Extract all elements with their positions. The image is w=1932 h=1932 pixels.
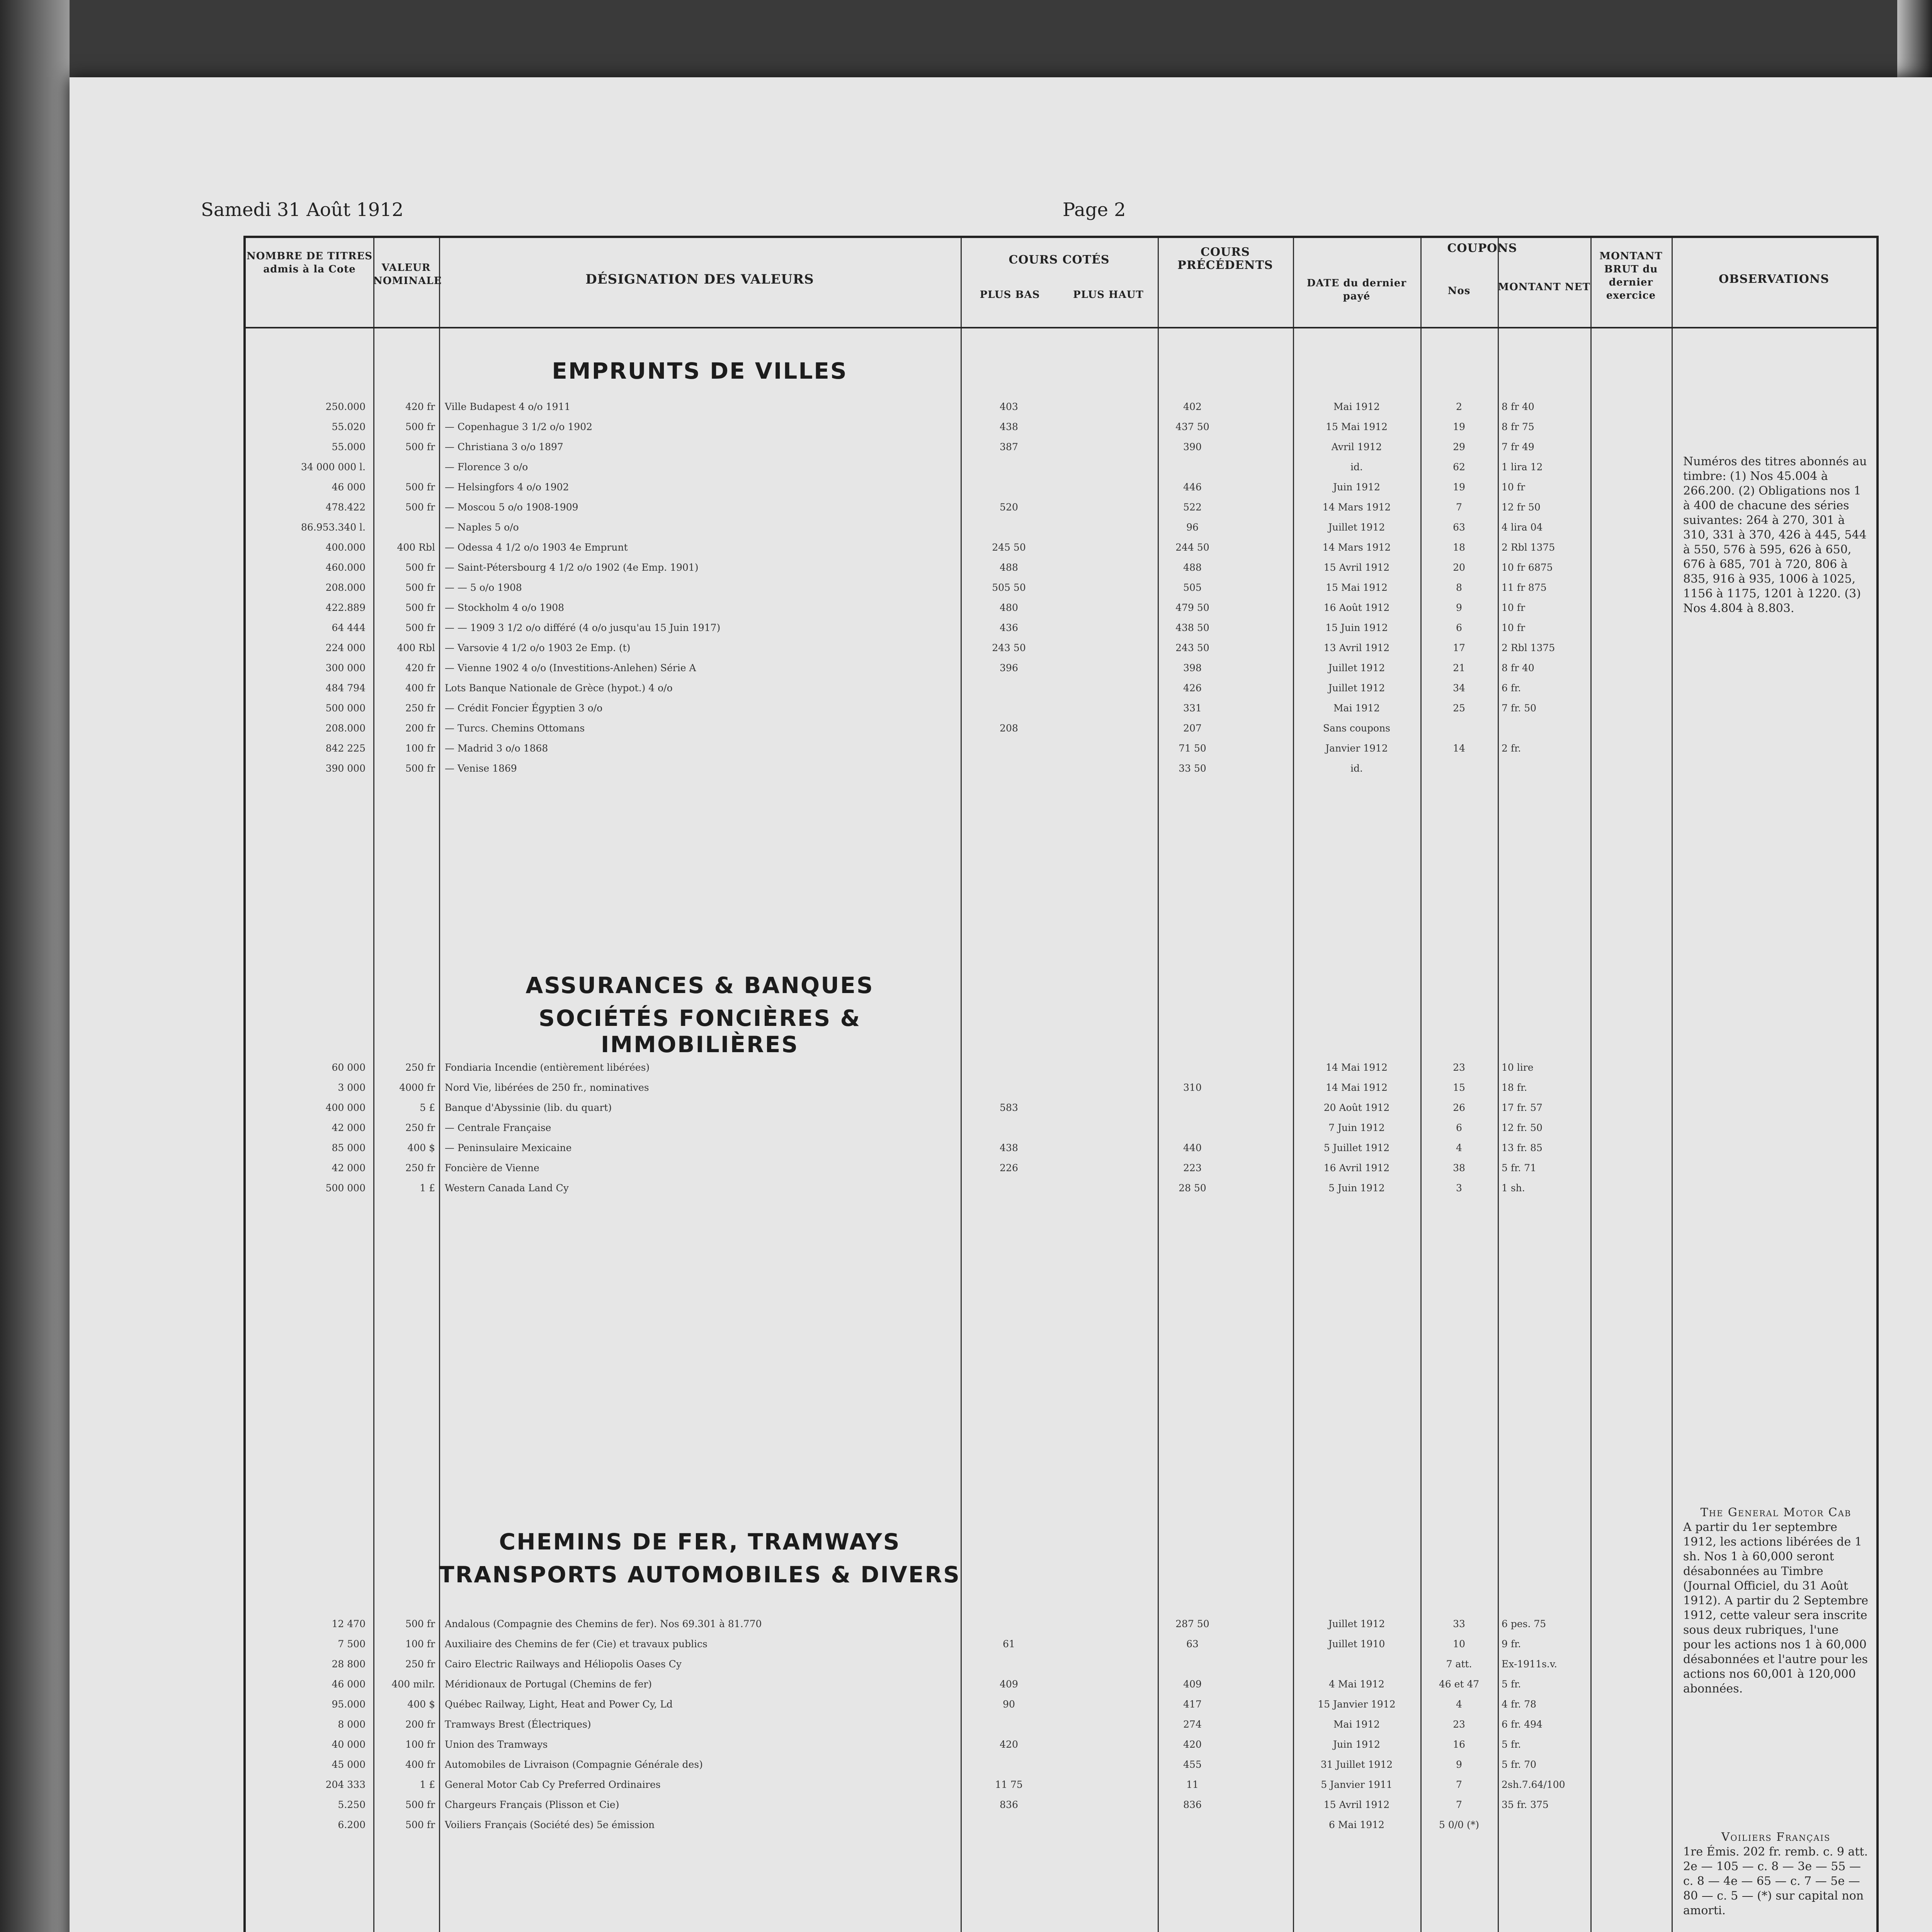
table-cell-date: 16 Août 1912 xyxy=(1323,602,1390,613)
table-cell-n: 86.953.340 l. xyxy=(301,522,366,533)
page-number: Page 2 xyxy=(1063,199,1126,221)
table-cell-d: — Saint-Pétersbourg 4 1/2 o/o 1902 (4e Emp. 1901) xyxy=(445,562,699,573)
col-header-designation: DÉSIGNATION DES VALEURS xyxy=(585,272,814,287)
table-cell-n: 42 000 xyxy=(332,1122,366,1133)
table-cell-pb: 274 xyxy=(1183,1719,1202,1730)
table-cell-n: 478.422 xyxy=(325,502,366,513)
quotation-table xyxy=(243,236,1879,1932)
table-cell-bas: 396 xyxy=(1000,662,1018,673)
table-cell-net: Ex-1911s.v. xyxy=(1502,1658,1557,1670)
table-cell-bas: 245 50 xyxy=(992,542,1026,553)
table-cell-n: 300 000 xyxy=(325,662,366,673)
table-cell-d: Québec Railway, Light, Heat and Power Cy, Ld xyxy=(445,1699,673,1710)
table-cell-no: 21 xyxy=(1453,662,1465,673)
table-cell-no: 29 xyxy=(1453,441,1465,452)
table-cell-pb: 207 xyxy=(1183,723,1202,734)
table-cell-net: 11 fr 875 xyxy=(1502,582,1547,593)
table-cell-bas: 420 xyxy=(1000,1739,1018,1750)
table-cell-net: 6 fr. xyxy=(1502,682,1521,694)
table-cell-no: 16 xyxy=(1453,1739,1465,1750)
table-cell-v: 200 fr xyxy=(405,1719,435,1730)
table-cell-net: 2 Rbl 1375 xyxy=(1502,642,1555,653)
table-cell-bas: 226 xyxy=(1000,1162,1018,1173)
table-cell-bas: 438 xyxy=(1000,421,1018,432)
table-cell-no: 20 xyxy=(1453,562,1465,573)
observation-text: Numéros des titres abonnés au timbre: (1) Nos 45.004 à 266.200. (2) Obligations nos 1 à 400 de chacune des séries suivantes: 264 à 270, 301 à 310, 331 à 370, 426 à 445, 544 à 550, 576 à 595, 626 à 650, 676 à 685, 701 à 720, 806 à 835, 916 à 935, 1006 à 1025, 1156 à 1175, 1201 à 1220. (3) Nos 4.804 à 8.803. xyxy=(1683,455,1867,615)
observation-title: Voiliers Français xyxy=(1721,1830,1831,1844)
table-cell-no: 33 xyxy=(1453,1618,1465,1629)
table-cell-date: Juillet 1912 xyxy=(1328,682,1385,694)
table-cell-net: 1 lira 12 xyxy=(1502,461,1543,473)
table-cell-net: 10 fr xyxy=(1502,602,1525,613)
col-header-observations: OBSERVATIONS xyxy=(1718,272,1830,286)
table-cell-bas: 243 50 xyxy=(992,642,1026,653)
table-cell-date: Mai 1912 xyxy=(1333,1719,1380,1730)
table-cell-v: 400 $ xyxy=(407,1699,435,1710)
table-cell-date: 5 Janvier 1911 xyxy=(1321,1779,1393,1790)
table-cell-bas: 11 75 xyxy=(995,1779,1023,1790)
table-cell-d: — — 5 o/o 1908 xyxy=(445,582,522,593)
table-cell-date: 20 Août 1912 xyxy=(1323,1102,1390,1113)
table-cell-d: Nord Vie, libérées de 250 fr., nominatives xyxy=(445,1082,649,1093)
table-cell-date: Juin 1912 xyxy=(1333,481,1380,493)
col-header-montant-brut: MONTANT BRUT du dernier exercice xyxy=(1599,250,1663,301)
table-cell-date: Avril 1912 xyxy=(1331,441,1382,452)
table-cell-d: Ville Budapest 4 o/o 1911 xyxy=(445,401,571,412)
table-cell-no: 18 xyxy=(1453,542,1465,553)
col-header-plus-bas: PLUS BAS xyxy=(980,289,1040,301)
table-cell-n: 400.000 xyxy=(325,542,366,553)
table-cell-bas: 409 xyxy=(1000,1679,1018,1690)
table-cell-date: 15 Avril 1912 xyxy=(1323,1799,1390,1810)
table-cell-v: 500 fr xyxy=(405,763,435,774)
table-cell-n: 28 800 xyxy=(332,1658,366,1670)
table-cell-no: 19 xyxy=(1453,481,1465,493)
table-cell-d: — Florence 3 o/o xyxy=(445,461,528,473)
table-cell-pb: 390 xyxy=(1183,441,1202,452)
table-cell-d: Andalous (Compagnie des Chemins de fer). Nos 69.301 à 81.770 xyxy=(445,1618,762,1629)
table-cell-v: 500 fr xyxy=(405,562,435,573)
table-cell-d: Lots Banque Nationale de Grèce (hypot.) 4 o/o xyxy=(445,682,673,694)
observation-note xyxy=(1683,1830,1869,1918)
table-cell-net: 5 fr. xyxy=(1502,1739,1521,1750)
table-cell-net: 4 fr. 78 xyxy=(1502,1699,1537,1710)
table-cell-v: 500 fr xyxy=(405,602,435,613)
table-cell-bas: 90 xyxy=(1003,1699,1015,1710)
table-cell-no: 7 xyxy=(1456,502,1462,513)
table-cell-date: 14 Mai 1912 xyxy=(1326,1062,1388,1073)
table-cell-bas: 488 xyxy=(1000,562,1018,573)
book-gutter-shadow xyxy=(0,0,70,1932)
table-cell-d: — — 1909 3 1/2 o/o différé (4 o/o jusqu'au 15 Juin 1917) xyxy=(445,622,721,633)
table-cell-pb: 287 50 xyxy=(1175,1618,1209,1629)
table-cell-d: Tramways Brest (Électriques) xyxy=(445,1719,591,1730)
table-cell-v: 400 Rbl xyxy=(397,542,435,553)
table-cell-d: — Turcs. Chemins Ottomans xyxy=(445,723,585,734)
table-cell-v: 400 Rbl xyxy=(397,642,435,653)
table-cell-date: 15 Mai 1912 xyxy=(1326,421,1388,432)
table-cell-net: 35 fr. 375 xyxy=(1502,1799,1549,1810)
table-cell-net: 2sh.7.64/100 xyxy=(1502,1779,1565,1790)
table-cell-pb: 28 50 xyxy=(1179,1182,1206,1194)
col-header-nombre: NOMBRE DE TITRES admis à la Cote xyxy=(246,250,373,275)
table-cell-pb: 243 50 xyxy=(1175,642,1209,653)
observation-note xyxy=(1683,454,1869,616)
table-cell-v: 500 fr xyxy=(405,441,435,452)
table-cell-n: 40 000 xyxy=(332,1739,366,1750)
table-cell-v: 500 fr xyxy=(405,421,435,432)
table-cell-no: 14 xyxy=(1453,743,1465,754)
section-title: CHEMINS DE FER, TRAMWAYS xyxy=(499,1529,901,1555)
table-cell-d: — Crédit Foncier Égyptien 3 o/o xyxy=(445,702,603,714)
table-cell-d: — Moscou 5 o/o 1908-1909 xyxy=(445,502,578,513)
table-cell-v: 500 fr xyxy=(405,1799,435,1810)
table-cell-net: 5 fr. 71 xyxy=(1502,1162,1537,1173)
table-cell-date: 16 Avril 1912 xyxy=(1323,1162,1390,1173)
table-cell-date: 7 Juin 1912 xyxy=(1328,1122,1385,1133)
table-cell-bas: 836 xyxy=(1000,1799,1018,1810)
table-cell-no: 2 xyxy=(1456,401,1462,412)
table-cell-v: 4000 fr xyxy=(399,1082,435,1093)
table-cell-net: 12 fr 50 xyxy=(1502,502,1541,513)
table-cell-n: 842 225 xyxy=(325,743,366,754)
page-header xyxy=(201,199,1862,226)
table-cell-n: 55.000 xyxy=(332,441,366,452)
table-cell-pb: 440 xyxy=(1183,1142,1202,1153)
table-cell-v: 500 fr xyxy=(405,481,435,493)
observation-text: 1re Émis. 202 fr. remb. c. 9 att. 2e — 105 — c. 8 — 3e — 55 — c. 8 — 4e — 65 — c. 7 — 5e — 80 — c. 5 — (*) sur capital non amorti. xyxy=(1683,1845,1868,1917)
table-cell-d: Auxiliaire des Chemins de fer (Cie) et travaux publics xyxy=(445,1638,707,1650)
table-cell-d: — Stockholm 4 o/o 1908 xyxy=(445,602,565,613)
table-cell-pb: 446 xyxy=(1183,481,1202,493)
table-cell-pb: 33 50 xyxy=(1179,763,1206,774)
table-cell-v: 5 £ xyxy=(420,1102,435,1113)
table-cell-net: 9 fr. xyxy=(1502,1638,1521,1650)
table-cell-date: Sans coupons xyxy=(1323,723,1391,734)
table-cell-date: 6 Mai 1912 xyxy=(1329,1819,1384,1830)
table-cell-n: 3 000 xyxy=(338,1082,366,1093)
table-cell-no: 9 xyxy=(1456,602,1462,613)
table-cell-no: 6 xyxy=(1456,622,1462,633)
table-cell-n: 204 333 xyxy=(325,1779,366,1790)
table-cell-net: 7 fr. 50 xyxy=(1502,702,1537,714)
table-cell-net: 2 fr. xyxy=(1502,743,1521,754)
table-cell-date: Juillet 1912 xyxy=(1328,522,1385,533)
table-cell-date: 13 Avril 1912 xyxy=(1323,642,1390,653)
table-cell-date: Juillet 1910 xyxy=(1328,1638,1385,1650)
table-cell-n: 64 444 xyxy=(332,622,366,633)
table-cell-bas: 438 xyxy=(1000,1142,1018,1153)
table-cell-n: 95.000 xyxy=(332,1699,366,1710)
table-cell-v: 1 £ xyxy=(420,1779,435,1790)
table-cell-pb: 505 xyxy=(1183,582,1202,593)
page-date: Samedi 31 Août 1912 xyxy=(201,199,404,221)
table-cell-pb: 96 xyxy=(1186,522,1199,533)
table-cell-net: 10 fr 6875 xyxy=(1502,562,1553,573)
table-cell-date: Juillet 1912 xyxy=(1328,662,1385,673)
table-cell-v: 1 £ xyxy=(420,1182,435,1194)
table-cell-pb: 488 xyxy=(1183,562,1202,573)
table-cell-n: 45 000 xyxy=(332,1759,366,1770)
table-cell-date: Juin 1912 xyxy=(1333,1739,1380,1750)
table-cell-net: 1 sh. xyxy=(1502,1182,1525,1194)
table-cell-d: Automobiles de Livraison (Compagnie Générale des) xyxy=(445,1759,703,1770)
table-cell-net: 17 fr. 57 xyxy=(1502,1102,1543,1113)
table-cell-date: id. xyxy=(1350,461,1363,473)
table-cell-d: — Helsingfors 4 o/o 1902 xyxy=(445,481,569,493)
table-cell-v: 500 fr xyxy=(405,1819,435,1830)
table-cell-n: 208.000 xyxy=(325,582,366,593)
table-cell-pb: 11 xyxy=(1186,1779,1199,1790)
col-header-cours-cotes: COURS COTÉS xyxy=(1009,253,1110,267)
table-cell-net: 13 fr. 85 xyxy=(1502,1142,1543,1153)
table-cell-net: 18 fr. xyxy=(1502,1082,1527,1093)
table-cell-no: 34 xyxy=(1453,682,1465,694)
table-cell-date: 15 Juin 1912 xyxy=(1325,622,1388,633)
table-cell-d: — Christiana 3 o/o 1897 xyxy=(445,441,563,452)
table-cell-pb: 331 xyxy=(1183,702,1202,714)
table-cell-n: 6.200 xyxy=(338,1819,366,1830)
table-cell-bas: 480 xyxy=(1000,602,1018,613)
table-cell-bas: 583 xyxy=(1000,1102,1018,1113)
col-header-coupons: COUPONS xyxy=(1447,242,1517,255)
table-cell-v: 400 fr xyxy=(405,682,435,694)
table-cell-date: 5 Juin 1912 xyxy=(1328,1182,1385,1194)
table-cell-pb: 438 50 xyxy=(1175,622,1209,633)
section-title: EMPRUNTS DE VILLES xyxy=(552,358,848,384)
table-cell-v: 200 fr xyxy=(405,723,435,734)
table-cell-date: 14 Mars 1912 xyxy=(1322,542,1391,553)
table-cell-v: 100 fr xyxy=(405,1739,435,1750)
table-cell-n: 46 000 xyxy=(332,481,366,493)
table-cell-net: 8 fr 40 xyxy=(1502,401,1534,412)
table-cell-n: 7 500 xyxy=(338,1638,366,1650)
table-cell-n: 500 000 xyxy=(325,702,366,714)
table-cell-v: 420 fr xyxy=(405,662,435,673)
table-cell-pb: 455 xyxy=(1183,1759,1202,1770)
col-header-valeur: VALEUR NOMINALE xyxy=(373,262,442,287)
table-cell-bas: 520 xyxy=(1000,502,1018,513)
table-cell-no: 26 xyxy=(1453,1102,1465,1113)
table-cell-n: 8 000 xyxy=(338,1719,366,1730)
table-cell-v: 250 fr xyxy=(405,1062,435,1073)
table-cell-no: 9 xyxy=(1456,1759,1462,1770)
table-cell-v: 400 milr. xyxy=(391,1679,435,1690)
table-cell-d: — Vienne 1902 4 o/o (Investitions-Anlehen) Série A xyxy=(445,662,696,673)
table-cell-d: Union des Tramways xyxy=(445,1739,548,1750)
table-cell-d: — Odessa 4 1/2 o/o 1903 4e Emprunt xyxy=(445,542,628,553)
table-cell-n: 484 794 xyxy=(325,682,366,694)
table-cell-date: Janvier 1912 xyxy=(1325,743,1388,754)
table-cell-n: 5.250 xyxy=(338,1799,366,1810)
table-cell-no: 17 xyxy=(1453,642,1465,653)
table-cell-net: 8 fr 75 xyxy=(1502,421,1534,432)
table-cell-v: 500 fr xyxy=(405,582,435,593)
table-cell-no: 4 xyxy=(1456,1142,1462,1153)
observation-text: A partir du 1er septembre 1912, les actions libérées de 1 sh. Nos 1 à 60,000 seront désabonnées au Timbre (Journal Officiel, du 31 Août 1912). A partir du 2 Septembre 1912, cette valeur sera inscrite sous deux rubriques, l'une pour les actions nos 1 à 60,000 désabonnées et l'autre pour les actions nos 60,001 à 120,000 abonnées. xyxy=(1683,1520,1869,1696)
table-cell-d: — Peninsulaire Mexicaine xyxy=(445,1142,572,1153)
table-cell-no: 5 0/0 (*) xyxy=(1439,1819,1480,1830)
table-cell-pb: 420 xyxy=(1183,1739,1202,1750)
col-header-cours-precedents: COURS PRÉCÉDENTS xyxy=(1177,245,1273,272)
table-cell-d: — Varsovie 4 1/2 o/o 1903 2e Emp. (t) xyxy=(445,642,631,653)
table-cell-net: 10 fr xyxy=(1502,481,1525,493)
table-cell-v: 100 fr xyxy=(405,1638,435,1650)
table-cell-pb: 479 50 xyxy=(1175,602,1209,613)
table-cell-n: 12 470 xyxy=(332,1618,366,1629)
table-cell-date: 15 Avril 1912 xyxy=(1323,562,1390,573)
table-cell-pb: 426 xyxy=(1183,682,1202,694)
table-cell-bas: 403 xyxy=(1000,401,1018,412)
table-cell-pb: 409 xyxy=(1183,1679,1202,1690)
table-cell-pb: 398 xyxy=(1183,662,1202,673)
table-cell-no: 4 xyxy=(1456,1699,1462,1710)
table-cell-pb: 244 50 xyxy=(1175,542,1209,553)
table-cell-v: 400 $ xyxy=(407,1142,435,1153)
table-cell-date: 14 Mars 1912 xyxy=(1322,502,1391,513)
table-cell-net: 5 fr. xyxy=(1502,1679,1521,1690)
table-cell-d: General Motor Cab Cy Preferred Ordinaires xyxy=(445,1779,661,1790)
table-cell-net: 10 fr xyxy=(1502,622,1525,633)
table-cell-date: 31 Juillet 1912 xyxy=(1320,1759,1393,1770)
table-cell-n: 60 000 xyxy=(332,1062,366,1073)
table-cell-n: 46 000 xyxy=(332,1679,366,1690)
table-cell-n: 460.000 xyxy=(325,562,366,573)
table-cell-no: 15 xyxy=(1453,1082,1465,1093)
table-cell-net: 8 fr 40 xyxy=(1502,662,1534,673)
table-cell-n: 85 000 xyxy=(332,1142,366,1153)
table-cell-d: Cairo Electric Railways and Héliopolis Oases Cy xyxy=(445,1658,682,1670)
table-cell-v: 250 fr xyxy=(405,1658,435,1670)
table-cell-date: Juillet 1912 xyxy=(1328,1618,1385,1629)
table-cell-bas: 387 xyxy=(1000,441,1018,452)
table-cell-pb: 71 50 xyxy=(1179,743,1206,754)
table-cell-v: 400 fr xyxy=(405,1759,435,1770)
table-cell-d: — Centrale Française xyxy=(445,1122,551,1133)
table-cell-no: 8 xyxy=(1456,582,1462,593)
table-cell-d: Fondiaria Incendie (entièrement libérées) xyxy=(445,1062,650,1073)
table-cell-v: 500 fr xyxy=(405,622,435,633)
table-cell-pb: 522 xyxy=(1183,502,1202,513)
col-header-numero: Nos xyxy=(1447,285,1471,297)
table-cell-no: 10 xyxy=(1453,1638,1465,1650)
table-cell-pb: 836 xyxy=(1183,1799,1202,1810)
col-header-date: DATE du dernier payé xyxy=(1306,277,1407,302)
table-cell-d: Méridionaux de Portugal (Chemins de fer) xyxy=(445,1679,652,1690)
table-cell-bas: 436 xyxy=(1000,622,1018,633)
table-cell-net: 2 Rbl 1375 xyxy=(1502,542,1555,553)
table-cell-no: 7 xyxy=(1456,1799,1462,1810)
table-cell-d: Chargeurs Français (Plisson et Cie) xyxy=(445,1799,619,1810)
table-cell-v: 250 fr xyxy=(405,702,435,714)
table-cell-v: 500 fr xyxy=(405,502,435,513)
table-cell-d: — Madrid 3 o/o 1868 xyxy=(445,743,548,754)
table-cell-date: 5 Juillet 1912 xyxy=(1323,1142,1390,1153)
col-header-plus-haut: PLUS HAUT xyxy=(1073,289,1144,301)
table-cell-date: 4 Mai 1912 xyxy=(1329,1679,1384,1690)
table-cell-no: 63 xyxy=(1453,522,1465,533)
table-cell-pb: 310 xyxy=(1183,1082,1202,1093)
table-cell-d: Western Canada Land Cy xyxy=(445,1182,569,1194)
table-cell-no: 6 xyxy=(1456,1122,1462,1133)
table-cell-no: 62 xyxy=(1453,461,1465,473)
table-cell-d: Voiliers Français (Société des) 5e émission xyxy=(445,1819,655,1830)
table-cell-net: 10 lire xyxy=(1502,1062,1534,1073)
table-cell-date: 15 Janvier 1912 xyxy=(1318,1699,1396,1710)
table-cell-d: Foncière de Vienne xyxy=(445,1162,539,1173)
table-cell-no: 3 xyxy=(1456,1182,1462,1194)
table-cell-n: 390 000 xyxy=(325,763,366,774)
table-cell-no: 23 xyxy=(1453,1062,1465,1073)
table-cell-n: 55.020 xyxy=(332,421,366,432)
table-cell-net: 7 fr 49 xyxy=(1502,441,1534,452)
table-cell-n: 500 000 xyxy=(325,1182,366,1194)
sections-container xyxy=(246,238,1876,1932)
table-cell-v: 250 fr xyxy=(405,1162,435,1173)
table-cell-d: — Venise 1869 xyxy=(445,763,517,774)
table-cell-date: Mai 1912 xyxy=(1333,702,1380,714)
table-cell-n: 250.000 xyxy=(325,401,366,412)
observation-note xyxy=(1683,1505,1869,1696)
table-cell-no: 19 xyxy=(1453,421,1465,432)
table-cell-n: 400 000 xyxy=(325,1102,366,1113)
table-cell-date: Mai 1912 xyxy=(1333,401,1380,412)
table-cell-bas: 208 xyxy=(1000,723,1018,734)
table-cell-date: 15 Mai 1912 xyxy=(1326,582,1388,593)
table-cell-bas: 61 xyxy=(1003,1638,1015,1650)
table-cell-n: 224 000 xyxy=(325,642,366,653)
section-title: ASSURANCES & BANQUES xyxy=(526,972,874,998)
table-cell-net: 5 fr. 70 xyxy=(1502,1759,1537,1770)
observation-title: The General Motor Cab xyxy=(1700,1506,1852,1519)
table-cell-n: 208.000 xyxy=(325,723,366,734)
table-cell-v: 420 fr xyxy=(405,401,435,412)
section-subtitle: TRANSPORTS AUTOMOBILES & DIVERS xyxy=(439,1561,961,1588)
table-cell-date: 14 Mai 1912 xyxy=(1326,1082,1388,1093)
table-cell-v: 500 fr xyxy=(405,1618,435,1629)
table-cell-no: 23 xyxy=(1453,1719,1465,1730)
table-cell-no: 38 xyxy=(1453,1162,1465,1173)
table-cell-net: 12 fr. 50 xyxy=(1502,1122,1543,1133)
table-cell-net: 4 lira 04 xyxy=(1502,522,1543,533)
col-header-montant-net: MONTANT NET xyxy=(1498,281,1590,293)
table-cell-pb: 437 50 xyxy=(1175,421,1209,432)
table-cell-pb: 417 xyxy=(1183,1699,1202,1710)
table-cell-net: 6 pes. 75 xyxy=(1502,1618,1546,1629)
table-cell-n: 42 000 xyxy=(332,1162,366,1173)
table-cell-no: 25 xyxy=(1453,702,1465,714)
table-cell-n: 422.889 xyxy=(325,602,366,613)
table-cell-no: 7 xyxy=(1456,1779,1462,1790)
table-cell-pb: 63 xyxy=(1186,1638,1199,1650)
table-cell-v: 100 fr xyxy=(405,743,435,754)
table-cell-date: id. xyxy=(1350,763,1363,774)
section-subtitle: SOCIÉTÉS FONCIÈRES & IMMOBILIÈRES xyxy=(538,1005,861,1058)
table-cell-pb: 402 xyxy=(1183,401,1202,412)
table-cell-no: 46 et 47 xyxy=(1439,1679,1480,1690)
table-cell-v: 250 fr xyxy=(405,1122,435,1133)
table-cell-pb: 223 xyxy=(1183,1162,1202,1173)
table-cell-bas: 505 50 xyxy=(992,582,1026,593)
table-cell-net: 6 fr. 494 xyxy=(1502,1719,1543,1730)
table-cell-d: — Naples 5 o/o xyxy=(445,522,519,533)
table-cell-n: 34 000 000 l. xyxy=(301,461,366,473)
table-cell-d: — Copenhague 3 1/2 o/o 1902 xyxy=(445,421,593,432)
table-cell-no: 7 att. xyxy=(1446,1658,1472,1670)
table-cell-d: Banque d'Abyssinie (lib. du quart) xyxy=(445,1102,612,1113)
